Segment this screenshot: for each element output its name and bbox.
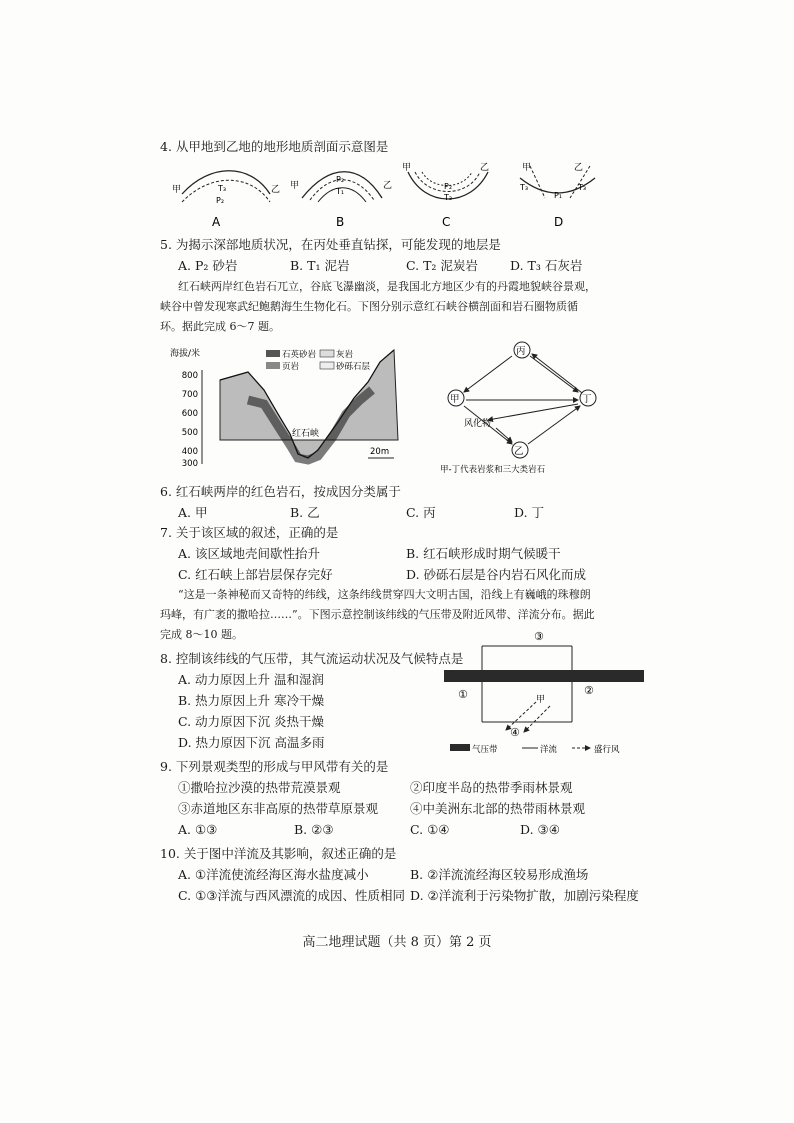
- q9-item-1: ①撒哈拉沙漠的热带荒漠景观: [178, 780, 341, 795]
- q7-option-c[interactable]: C. 红石峡上部岩层保存完好: [178, 567, 333, 582]
- wind-num-1: ①: [458, 688, 468, 701]
- cycle-node-bing: 丙: [516, 346, 526, 357]
- q4-figure-a: [172, 171, 280, 228]
- canyon-tick-600: 600: [181, 409, 198, 419]
- q10-option-c[interactable]: C. ①③洋流与西风漂流的成因、性质相同: [178, 888, 405, 903]
- q9-item-4: ④中美洲东北部的热带雨林景观: [410, 801, 586, 816]
- passage1-line3: 环。据此完成 6～7 题。: [160, 320, 280, 333]
- q10-option-d[interactable]: D. ②洋流利于污染物扩散，加剧污染程度: [410, 888, 639, 903]
- q4-a-yi: 乙: [271, 185, 281, 195]
- q4-a-l2: P₂: [216, 196, 225, 205]
- q10-option-a[interactable]: A. ①洋流使流经海区海水盐度减小: [178, 867, 369, 882]
- q4-c-yi: 乙: [480, 163, 490, 173]
- wind-legend-pressure: 气压带: [472, 745, 498, 755]
- q4-stem: 4. 从甲地到乙地的地形地质剖面示意图是: [160, 139, 389, 154]
- q8-option-c[interactable]: C. 动力原因下沉 炎热干燥: [178, 714, 325, 729]
- cycle-node-ding: 丁: [582, 394, 592, 405]
- q4-d-letter: D: [554, 215, 564, 228]
- q4-c-l1: P₂: [444, 182, 453, 191]
- cycle-caption: 甲-丁代表岩浆和三大类岩石: [440, 465, 546, 475]
- wind-legend-wind: 盛行风: [594, 745, 620, 755]
- q7-option-d[interactable]: D. 砂砾石层是谷内岩石风化而成: [406, 567, 587, 582]
- q4-c-letter: C: [442, 215, 451, 228]
- wind-legend-current: 洋流: [540, 745, 558, 755]
- canyon-scale: 20m: [370, 447, 390, 457]
- q4-b-l2: T₁: [336, 187, 345, 196]
- page-footer: 高二地理试题（共 8 页）第 2 页: [302, 935, 492, 950]
- q4-d-l2: P₁: [554, 191, 563, 200]
- q10-option-b[interactable]: B. ②洋流流经海区较易形成渔场: [410, 867, 589, 882]
- q4-d-l3: T₃: [578, 183, 587, 192]
- canyon-tick-700: 700: [181, 390, 198, 400]
- wind-jia: 甲: [536, 695, 546, 705]
- cycle-node-yi: 乙: [514, 446, 524, 457]
- q4-b-l1: P₂: [336, 175, 345, 184]
- q7-option-a[interactable]: A. 该区域地壳间歇性抬升: [178, 546, 320, 561]
- q9-item-2: ②印度半岛的热带季雨林景观: [410, 780, 573, 795]
- q5-stem: 5. 为揭示深部地质状况，在丙处垂直钻探，可能发现的地层是: [160, 237, 501, 252]
- q4-d-jia: 甲: [522, 163, 532, 173]
- q6-option-b[interactable]: B. 乙: [290, 505, 320, 520]
- q4-c-jia: 甲: [402, 163, 412, 173]
- q4-a-letter: A: [212, 215, 221, 228]
- passage2-line3: 完成 8～10 题。: [160, 628, 243, 641]
- q9-option-d[interactable]: D. ③④: [520, 822, 560, 837]
- cycle-node-jia: 甲: [450, 394, 460, 405]
- q6-stem: 6. 红石峡两岸的红色岩石，按成因分类属于: [160, 484, 401, 499]
- q4-d-l1: T₃: [520, 183, 529, 192]
- q6-option-d[interactable]: D. 丁: [514, 505, 545, 520]
- q9-stem: 9. 下列景观类型的形成与甲风带有关的是: [160, 759, 389, 774]
- passage1-line2: 峡谷中曾发现寒武纪鲍鹅海生生物化石。下图分别示意红石峡谷横剖面和岩石圈物质循: [160, 300, 578, 313]
- cycle-weathered: 风化物: [464, 419, 492, 429]
- q9-option-a[interactable]: A. ①③: [178, 822, 218, 837]
- q10-stem: 10. 关于图中洋流及其影响，叙述正确的是: [160, 846, 397, 861]
- canyon-legend-3: 页岩: [282, 362, 300, 372]
- q4-d-yi: 乙: [574, 163, 584, 173]
- wind-num-2: ②: [584, 684, 594, 697]
- canyon-figure: [168, 340, 408, 470]
- q8-option-a[interactable]: A. 动力原因上升 温和湿润: [178, 672, 324, 687]
- q5-option-a[interactable]: A. P₂ 砂岩: [178, 258, 238, 273]
- wind-current-figure: [440, 626, 660, 758]
- q5-option-d[interactable]: D. T₃ 石灰岩: [510, 258, 583, 273]
- canyon-center-label: 红石峡: [292, 429, 320, 439]
- q4-figure-d: [519, 162, 595, 228]
- q6-option-a[interactable]: A. 甲: [178, 505, 208, 520]
- q5-option-c[interactable]: C. T₂ 泥炭岩: [406, 258, 478, 273]
- q7-stem: 7. 关于该区域的叙述，正确的是: [160, 525, 339, 540]
- q4-b-jia: 甲: [290, 181, 300, 191]
- q8-option-d[interactable]: D. 热力原因下沉 高温多雨: [178, 735, 325, 750]
- canyon-tick-500: 500: [181, 428, 198, 438]
- q4-figure-c: [402, 162, 489, 228]
- q7-option-b[interactable]: B. 红石峡形成时期气候暖干: [406, 546, 561, 561]
- q9-option-b[interactable]: B. ②③: [294, 822, 334, 837]
- q5-option-b[interactable]: B. T₁ 泥岩: [290, 258, 350, 273]
- q9-option-c[interactable]: C. ①④: [410, 822, 450, 837]
- canyon-tick-800: 800: [181, 371, 198, 381]
- canyon-tick-300: 300: [181, 459, 198, 469]
- q8-stem: 8. 控制该纬线的气压带，其气流运动状况及气候特点是: [160, 651, 464, 666]
- passage2-line1: “这是一条神秘而又奇特的纬线，这条纬线贯穿四大文明古国，沿线上有巍峨的珠穆朗: [178, 588, 591, 601]
- rock-cycle-figure: [440, 340, 620, 480]
- passage2-line2: 玛峰，有广袤的撒哈拉……”。下图示意控制该纬线的气压带及附近风带、洋流分布。据此: [160, 608, 595, 621]
- q4-a-jia: 甲: [172, 185, 182, 195]
- q4-figures: [170, 158, 610, 228]
- canyon-legend-1: 石英砂岩: [282, 350, 317, 360]
- q9-item-3: ③赤道地区东非高原的热带草原景观: [178, 801, 379, 816]
- canyon-legend-4: 砂砾石层: [336, 362, 371, 372]
- q6-option-c[interactable]: C. 丙: [406, 505, 436, 520]
- q4-b-yi: 乙: [383, 181, 393, 191]
- q4-c-l2: T₃: [444, 193, 453, 202]
- q4-figure-b: [290, 172, 392, 228]
- canyon-ylabel: 海拔/米: [170, 349, 201, 359]
- wind-num-3: ③: [534, 630, 544, 643]
- q8-option-b[interactable]: B. 热力原因上升 寒冷干燥: [178, 693, 325, 708]
- canyon-legend-2: 灰岩: [336, 350, 354, 360]
- canyon-tick-400: 400: [181, 447, 198, 457]
- q4-a-l1: T₃: [218, 184, 227, 193]
- wind-num-4: ④: [510, 726, 520, 739]
- passage1-line1: 红石峡两岸红色岩石兀立，谷底飞瀑幽淡，是我国北方地区少有的丹霞地貌峡谷景观，: [178, 280, 596, 293]
- q4-b-letter: B: [336, 215, 345, 228]
